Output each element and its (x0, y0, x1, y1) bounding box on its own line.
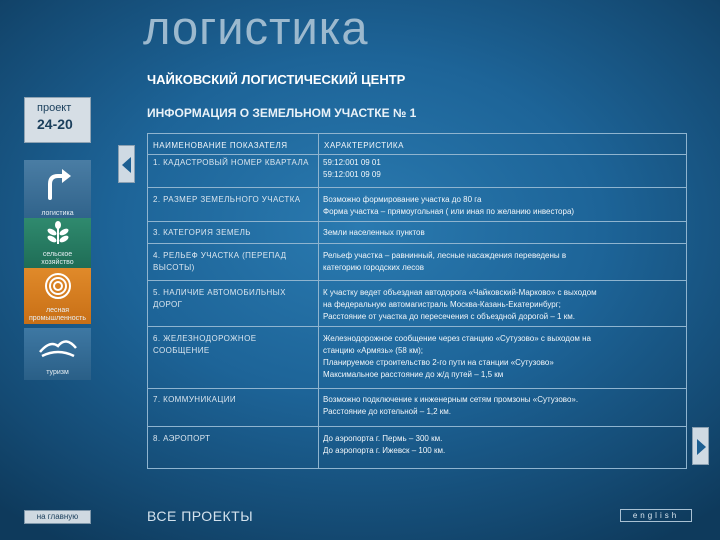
value-line: Форма участка – прямоугольная ( или иная по желанию инвестора) (323, 207, 575, 216)
value-line: До аэропорта г. Ижевск – 100 км. (323, 446, 446, 455)
row-name: 6. ЖЕЛЕЗНОДОРОЖНОЕ СООБЩЕНИЕ (148, 327, 319, 389)
project-label: проект (37, 102, 72, 114)
category-label: логистика (41, 210, 74, 217)
row-value (319, 427, 687, 469)
table-row (148, 389, 687, 427)
category-tourism[interactable] (24, 328, 91, 380)
table-row (148, 327, 687, 389)
row-name: 1. КАДАСТРОВЫЙ НОМЕР КВАРТАЛА (148, 155, 319, 188)
header-characteristic: ХАРАКТЕРИСТИКА (319, 134, 687, 155)
english-language-button[interactable]: english (620, 509, 692, 522)
mountain-icon (38, 334, 78, 358)
value-line: Возможно формирование участка до 80 га (323, 195, 482, 204)
table-row (148, 244, 687, 281)
arrow-turn-icon (40, 166, 76, 202)
header-indicator: НАИМЕНОВАНИЕ ПОКАЗАТЕЛЯ (148, 134, 319, 155)
category-logistics[interactable] (24, 160, 91, 221)
row-name: 7. КОММУНИКАЦИИ (148, 389, 319, 427)
value-line: Расстояние от участка до пересечения с объездной дорогой – 1 км. (323, 312, 575, 321)
value-line: Максимальное расстояние до ж/д путей – 1,5 км (323, 370, 504, 379)
value-line: станцию «Армязь» (58 км); (323, 346, 423, 355)
value-line: До аэропорта г. Пермь – 300 км. (323, 434, 443, 443)
row-name: 4. РЕЛЬЕФ УЧАСТКА (ПЕРЕПАД ВЫСОТЫ) (148, 244, 319, 281)
value-line: Земли населенных пунктов (323, 228, 425, 237)
table-row (148, 188, 687, 222)
category-label: туризм (46, 369, 69, 376)
row-value (319, 188, 687, 222)
table-row (148, 427, 687, 469)
table-row (148, 222, 687, 244)
all-projects-link[interactable]: ВСЕ ПРОЕКТЫ (147, 508, 254, 524)
section-title: ИНФОРМАЦИЯ О ЗЕМЕЛЬНОМ УЧАСТКЕ № 1 (147, 106, 417, 120)
category-forestry[interactable] (24, 268, 91, 324)
prev-arrow-button[interactable] (118, 145, 135, 183)
table-row (148, 281, 687, 327)
home-button[interactable]: на главную (24, 510, 91, 524)
project-badge[interactable] (24, 97, 91, 143)
row-value (319, 327, 687, 389)
row-value (319, 389, 687, 427)
land-info-table (147, 133, 687, 469)
table-row (148, 155, 687, 188)
value-line: 59:12:001 09 09 (323, 170, 381, 179)
category-label: лесная промышленность (29, 307, 86, 322)
value-line: Возможно подключение к инженерным сетям промзоны «Сутузово». (323, 395, 579, 404)
value-line: на федеральную автомагистраль Москва-Казань-Екатеринбург; (323, 300, 561, 309)
row-name: 5. НАЛИЧИЕ АВТОМОБИЛЬНЫХ ДОРОГ (148, 281, 319, 327)
value-line: Железнодорожное сообщение через станцию «Сутузово» с выходом на (323, 334, 592, 343)
category-label: сельское хозяйство (41, 251, 74, 266)
value-line: Планируемое строительство 2-го пути на станции «Сутузово» (323, 358, 554, 367)
table-header-row (148, 134, 687, 155)
row-value (319, 244, 687, 281)
value-line: Расстояние до котельной – 1,2 км. (323, 407, 452, 416)
row-name: 2. РАЗМЕР ЗЕМЕЛЬНОГО УЧАСТКА (148, 188, 319, 222)
row-value (319, 222, 687, 244)
hero-title: логистика (143, 1, 369, 54)
row-value (319, 281, 687, 327)
category-agriculture[interactable] (24, 218, 91, 268)
project-number: 24-20 (37, 116, 73, 132)
value-line: Рельеф участка – равнинный, лесные насаждения переведены в (323, 251, 567, 260)
row-value (319, 155, 687, 188)
value-line: К участку ведет объездная автодорога «Чайковский-Марково» с выходом (323, 288, 597, 297)
next-arrow-button[interactable] (692, 427, 709, 465)
sprout-icon (45, 221, 71, 245)
tree-rings-icon (44, 272, 72, 300)
row-name: 8. АЭРОПОРТ (148, 427, 319, 469)
value-line: 59:12:001 09 01 (323, 158, 381, 167)
value-line: категорию городских лесов (323, 263, 424, 272)
center-title: ЧАЙКОВСКИЙ ЛОГИСТИЧЕСКИЙ ЦЕНТР (147, 72, 406, 87)
row-name: 3. КАТЕГОРИЯ ЗЕМЕЛЬ (148, 222, 319, 244)
